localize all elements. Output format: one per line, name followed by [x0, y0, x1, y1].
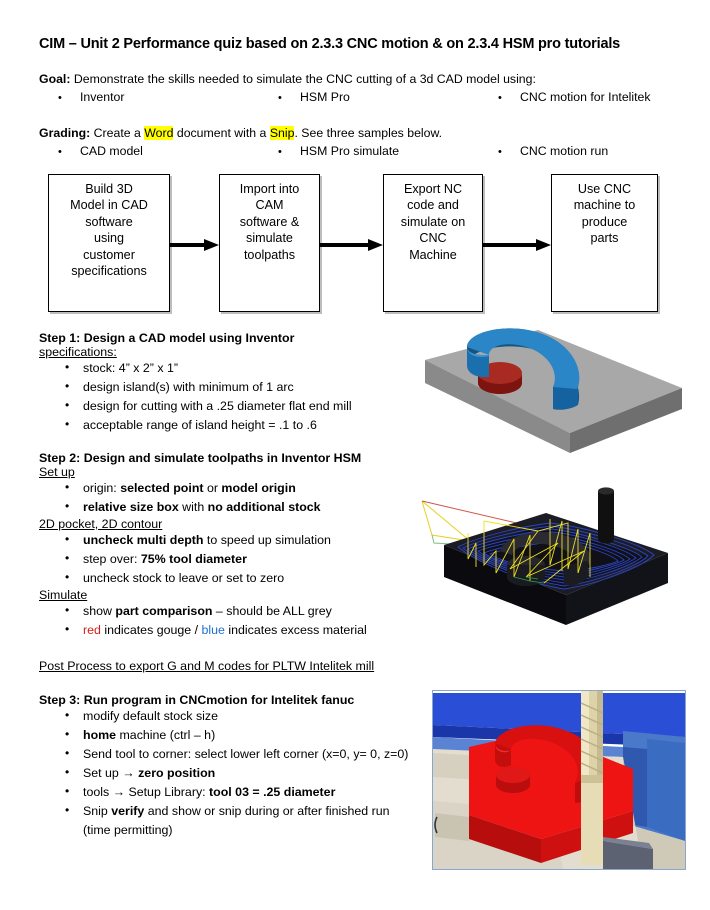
goal-items-row: [38, 90, 710, 108]
flow-arrow-2: [320, 238, 384, 252]
grading-item-2-label: HSM Pro simulate: [300, 144, 400, 158]
bullet-text: indicates gouge /: [100, 623, 202, 637]
step-1-bullet: • stock: 4” x 2” x 1”: [39, 359, 429, 378]
grading-line: [39, 126, 442, 140]
bullet-text: (time permitting): [83, 823, 173, 837]
flow-box-text: [401, 181, 465, 263]
flow-box-line: machine to: [573, 198, 636, 213]
step-2-setup-bullets: [39, 479, 429, 517]
flow-box-line: Build 3D: [85, 182, 133, 196]
grading-item-3: [520, 144, 608, 158]
page-title: CIM – Unit 2 Performance quiz based on 2.3.3 CNC motion & on 2.3.4 HSM pro tutorials: [39, 36, 621, 52]
bullet-text: show: [83, 604, 116, 618]
grading-highlight-word: Word: [144, 126, 174, 140]
hsm-toolpath-simulation: [418, 473, 690, 648]
bullet-text: part comparison: [115, 604, 213, 618]
bullet-icon: [278, 90, 300, 104]
bullet-icon: [58, 144, 80, 158]
flow-arrow-3: [483, 238, 552, 252]
bullet-text: and show or snip during or after finished run: [144, 804, 390, 818]
step-3-bullet: [39, 783, 439, 802]
flow-box-build-3d-model: [48, 174, 170, 312]
step-2-setup-bullet: [39, 498, 429, 517]
grading-item-2: [300, 144, 399, 158]
step-2-setup-bullet: [39, 479, 429, 498]
flow-box-line: Machine: [409, 247, 457, 262]
flow-box-use-cnc-machine: [551, 174, 658, 312]
bullet-text: or: [203, 481, 222, 495]
bullet-text: Set up →: [83, 766, 139, 780]
grading-pre: Create a: [93, 126, 145, 140]
flow-box-line: Export NC: [403, 182, 463, 196]
step-2-simulate-bullet: [39, 602, 429, 621]
flow-box-line: Import into: [239, 182, 300, 196]
bullet-text: blue: [201, 623, 225, 637]
bullet-text: indicates excess material: [224, 623, 367, 637]
step-2-simulate-bullets: [39, 602, 429, 640]
bullet-text: machine (ctrl – h): [116, 728, 216, 742]
step-3-bullet: [39, 764, 439, 783]
flow-box-line: software: [85, 214, 133, 229]
bullet-icon: [278, 144, 300, 158]
flow-box-line: CNC: [419, 231, 447, 246]
flow-box-line: parts: [590, 231, 619, 246]
bullet-text: model origin: [221, 481, 296, 495]
step-2-pocket-bullets: [39, 531, 429, 588]
bullet-text: relative size box: [83, 500, 179, 514]
grading-items-row: [38, 144, 710, 162]
flow-box-line: CAM: [255, 198, 284, 213]
bullet-text: – should be ALL grey: [212, 604, 332, 618]
grading-post: . See three samples below.: [294, 126, 443, 140]
step-1-subheading: specifications:: [39, 345, 117, 359]
grading-item-3-label: CNC motion run: [520, 144, 609, 158]
step-3-bullet: [39, 745, 439, 764]
goal-item-2: [300, 90, 350, 104]
post-process-line: Post Process to export G and M codes for PLTW Intelitek mill: [39, 659, 375, 673]
bullet-text: selected point: [120, 481, 204, 495]
flow-box-line: toolpaths: [243, 247, 296, 262]
step-1-bullet: • design for cutting with a .25 diameter flat end mill: [39, 397, 429, 416]
step-1-bullet: • design island(s) with minimum of 1 arc: [39, 378, 429, 397]
step-3-heading: Step 3: Run program in CNCmotion for Intelitek fanuc: [39, 693, 355, 707]
step-2-pocket-bullet: [39, 569, 429, 588]
bullet-text: uncheck stock to leave or set to zero: [83, 571, 285, 585]
flow-box-line: Model in CAD: [70, 198, 148, 213]
step-2-pocket-bullet: [39, 531, 429, 550]
step-2-section: [39, 451, 429, 640]
bullet-text: zero position: [138, 766, 216, 780]
flow-box-line: Use CNC: [577, 182, 632, 196]
goal-item-1: [80, 90, 124, 104]
goal-item-1-label: Inventor: [80, 90, 125, 104]
goal-label: Goal:: [39, 72, 71, 86]
step-1-bullet: • acceptable range of island height = .1 to .6: [39, 416, 429, 435]
bullet-text: step over:: [83, 552, 141, 566]
flow-box-line: specifications: [71, 264, 147, 279]
bullet-text: home: [83, 728, 117, 742]
goal-item-3: [520, 90, 651, 104]
step-1-section: [39, 331, 429, 435]
step-3-bullet-list: [39, 707, 439, 840]
step-2-subheading-simulate: Simulate: [39, 588, 88, 602]
bullet-text: to speed up simulation: [203, 533, 331, 547]
bullet-text: modify default stock size: [83, 709, 218, 723]
step-2-heading: Step 2: Design and simulate toolpaths in Inventor HSM: [39, 451, 362, 465]
grading-mid: document with a: [173, 126, 270, 140]
bullet-text: Send tool to corner: select lower left corner (x=0, y= 0, z=0): [83, 747, 409, 761]
goal-item-2-label: HSM Pro: [300, 90, 350, 104]
flow-box-import-into-cam: [219, 174, 320, 312]
goal-text: Demonstrate the skills needed to simulate the CNC cutting of a 3d CAD model using:: [73, 72, 536, 86]
flow-box-line: software &: [239, 214, 300, 229]
step-3-bullet: [39, 802, 439, 821]
step-2-subheading-setup: Set up: [39, 465, 75, 479]
flow-arrow-1: [170, 238, 220, 252]
step-2-subheading-pocket: 2D pocket, 2D contour: [39, 517, 163, 531]
bullet-text: uncheck multi depth: [83, 533, 204, 547]
bullet-text: origin:: [83, 481, 121, 495]
flow-box-text: [240, 181, 300, 263]
flow-box-line: customer: [83, 247, 135, 262]
grading-item-1-label: CAD model: [80, 144, 143, 158]
flow-box-text: [70, 181, 148, 279]
flow-box-line: simulate: [246, 231, 293, 246]
flow-box-line: using: [93, 231, 125, 246]
grading-label: Grading:: [39, 126, 91, 140]
flow-box-export-nc-code: [383, 174, 483, 312]
step-3-bullet: [39, 726, 439, 745]
bullet-text: tool 03 = .25 diameter: [209, 785, 336, 799]
bullet-text: red: [83, 623, 101, 637]
step-2-simulate-bullet: [39, 621, 429, 640]
bullet-text: tools → Setup Library:: [83, 785, 210, 799]
bullet-text: no additional stock: [207, 500, 321, 514]
bullet-text: with: [178, 500, 208, 514]
bullet-icon: [58, 90, 80, 104]
bullet-text: verify: [111, 804, 145, 818]
step-1-heading: Step 1: Design a CAD model using Inventor: [39, 331, 295, 345]
grading-highlight-snip: Snip: [269, 126, 295, 140]
goal-line: [39, 72, 536, 86]
grading-item-1: [80, 144, 143, 158]
cad-model-render: [420, 325, 690, 455]
step-3-section: [39, 693, 439, 840]
bullet-text: Snip: [83, 804, 112, 818]
bullet-text: 75% tool diameter: [140, 552, 247, 566]
flow-box-line: produce: [581, 214, 628, 229]
bullet-icon: [498, 90, 520, 104]
bullet-continuation: [39, 821, 439, 840]
goal-item-3-label: CNC motion for Intelitek: [520, 90, 651, 104]
bullet-icon: [498, 144, 520, 158]
flow-box-line: code and: [407, 198, 459, 213]
flow-box-line: simulate on: [400, 214, 466, 229]
step-3-bullet: [39, 707, 439, 726]
cncmotion-run-simulation: [432, 690, 686, 870]
flow-box-text: [574, 181, 636, 247]
step-2-pocket-bullet: [39, 550, 429, 569]
step-1-bullet-list: [39, 359, 429, 435]
